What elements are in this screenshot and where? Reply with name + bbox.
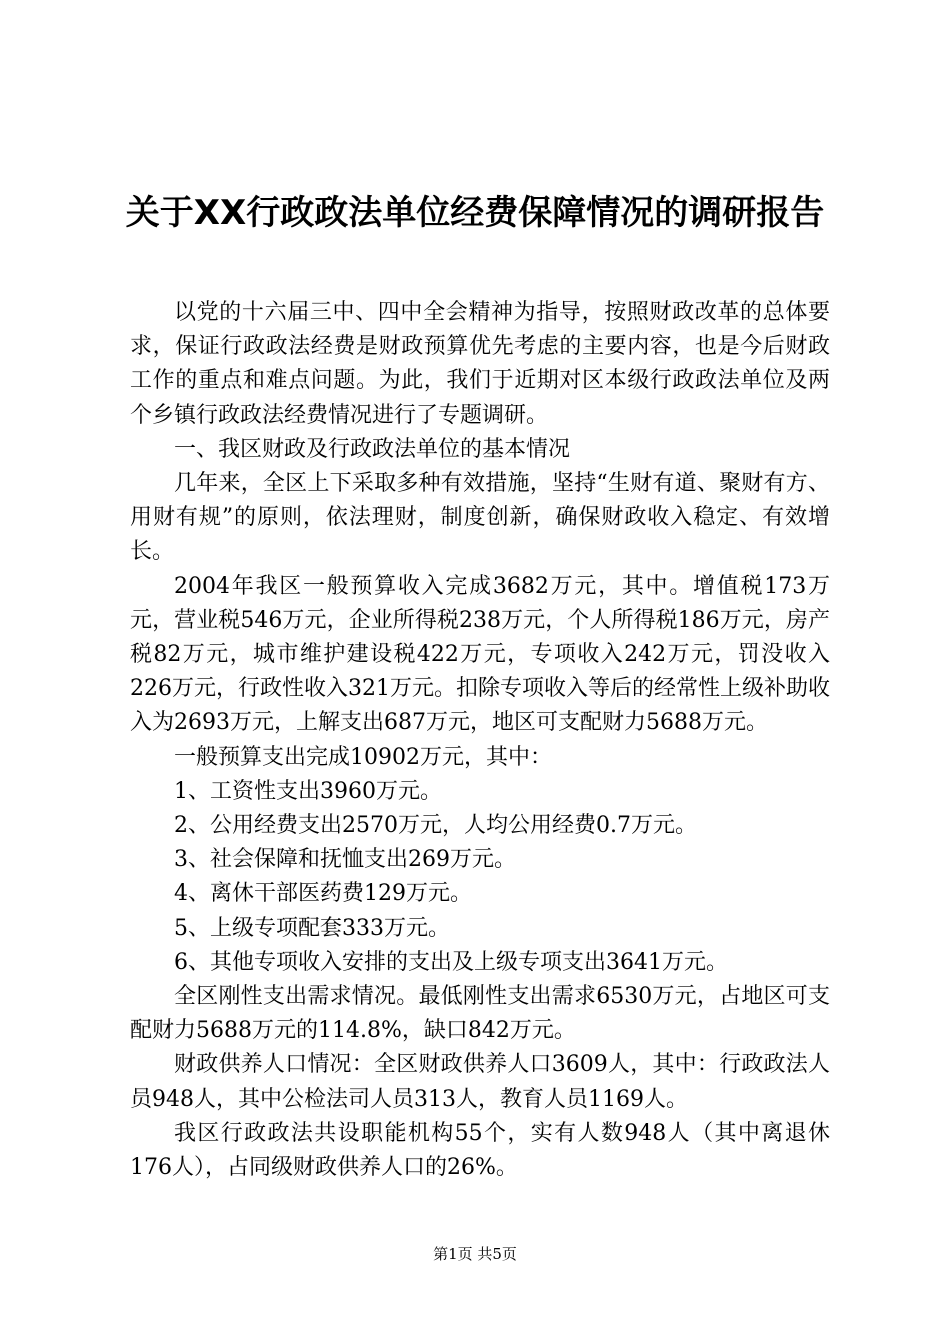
paragraph: 全区刚性支出需求情况。最低刚性支出需求6530万元，占地区可支配财力5688万元的114.8%，缺口842万元。	[130, 984, 830, 1044]
document-title: 关于XX行政政法单位经费保障情况的调研报告	[125, 193, 825, 233]
paragraph: 几年来，全区上下采取多种有效措施，坚持“生财有道、聚财有方、用财有规”的原则，依法理财，制度创新，确保财政收入稳定、有效增长。	[130, 471, 830, 565]
list-item: 6、其他专项收入安排的支出及上级专项支出3641万元。	[174, 949, 728, 975]
paragraph: 我区行政政法共设职能机构55个，实有人数948人（其中离退休176人），占同级财政供养人口的26%。	[130, 1120, 830, 1181]
paragraph: 以党的十六届三中、四中全会精神为指导，按照财政改革的总体要求，保证行政政法经费是财政预算优先考虑的主要内容，也是今后财政工作的重点和难点问题。为此，我们于近期对区本级行政政法单位及两个乡镇行政政法经费情况进行了专题调研。	[130, 300, 830, 428]
list-item: 3、社会保障和抚恤支出269万元。	[174, 847, 516, 873]
page-number: 第1页 共5页	[433, 1245, 517, 1263]
paragraph: 一般预算支出完成10902万元，其中：	[174, 744, 552, 770]
list-item: 2、公用经费支出2570万元，人均公用经费0.7万元。	[174, 813, 697, 839]
paragraph: 2004年我区一般预算收入完成3682万元，其中。增值税173万元，营业税546万元，企业所得税238万元，个人所得税186万元，房产税82万元，城市维护建设税422万元，专项收入242万元，罚没收入226万元，行政性收入321万元。扣除专项收入等后的经常性上级补助收入为2693万元，上解支出687万元，地区可支配财力5688万元。	[130, 573, 830, 736]
paragraph: 财政供养人口情况：全区财政供养人口3609人，其中：行政政法人员948人，其中公检法司人员313人，教育人员1169人。	[130, 1052, 830, 1112]
list-item: 1、工资性支出3960万元。	[174, 778, 442, 804]
list-item: 4、离休干部医药费129万元。	[174, 881, 472, 907]
section-heading: 一、我区财政及行政政法单位的基本情况	[174, 436, 571, 462]
document-body	[130, 296, 830, 1185]
list-item: 5、上级专项配套333万元。	[174, 915, 450, 941]
